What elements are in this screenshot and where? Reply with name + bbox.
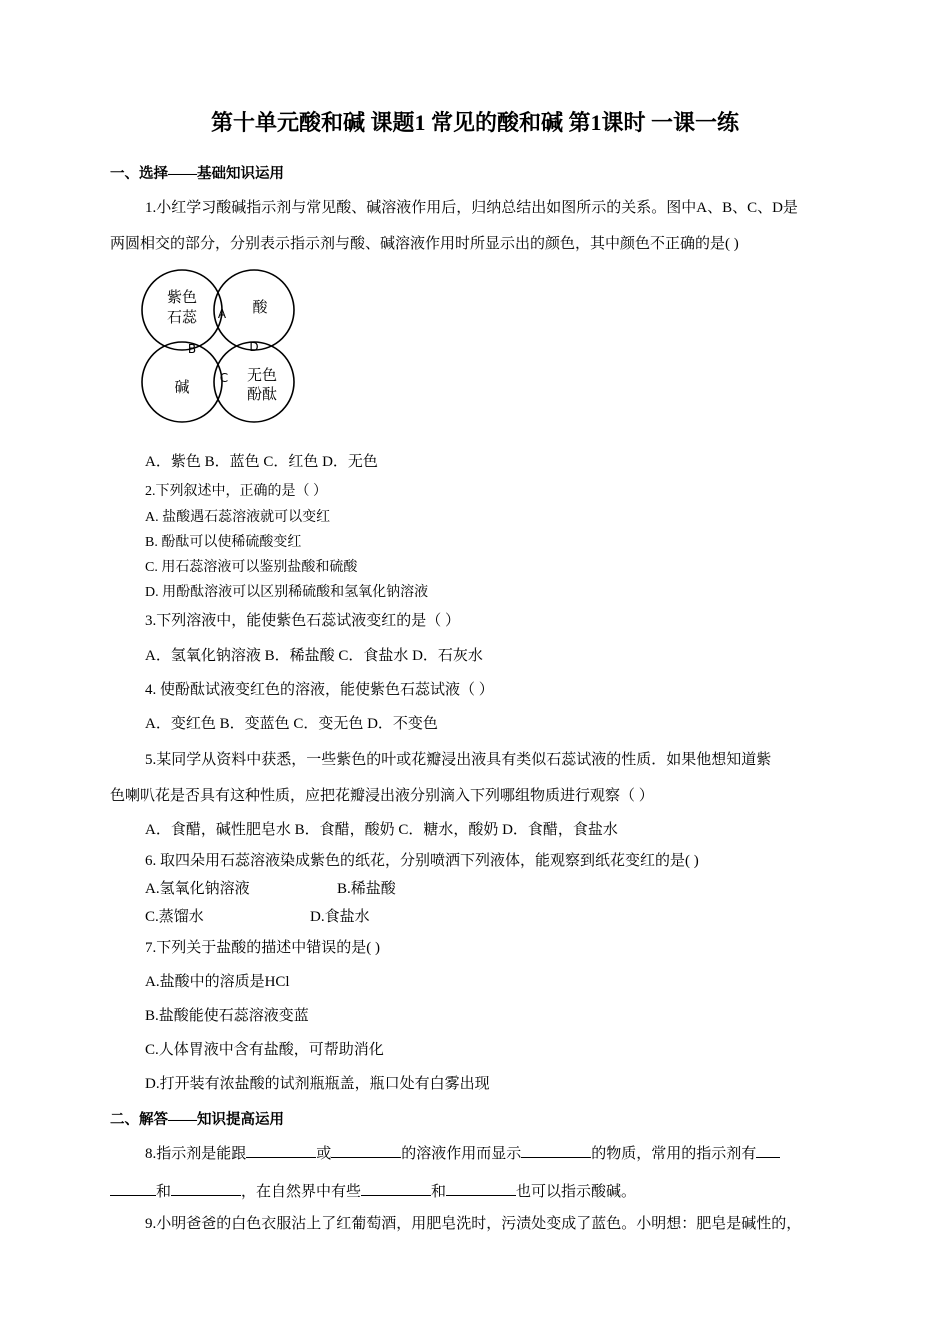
q6-option-d: D.食盐水 xyxy=(310,909,370,925)
region-d-label: D xyxy=(249,340,259,354)
q8-text-5: 和 xyxy=(156,1184,172,1200)
q8-text-7: 和 xyxy=(431,1184,447,1200)
phenolphthalein-label-line-2: 酚酞 xyxy=(246,385,278,403)
q1-options: A．紫色 B．蓝色 C．红色 D．无色 xyxy=(145,454,378,470)
q7-option-b: B.盐酸能使石蕊溶液变蓝 xyxy=(145,1008,309,1024)
q6-option-b: B.稀盐酸 xyxy=(337,881,396,897)
q6-option-a: A.氢氧化钠溶液 xyxy=(145,881,250,897)
q2-option-b: B. 酚酞可以使稀硫酸变红 xyxy=(145,535,302,550)
q2-option-d: D. 用酚酞溶液可以区别稀硫酸和氢氧化钠溶液 xyxy=(145,585,429,600)
page-title: 第十单元酸和碱 课题1 常见的酸和碱 第1课时 一课一练 xyxy=(210,110,739,135)
q9-line-1: 9.小明爸爸的白色衣服沾上了红葡萄酒，用肥皂洗时，污渍处变成了蓝色。小明想：肥皂是碱性的， xyxy=(145,1216,802,1232)
q7-stem: 7.下列关于盐酸的描述中错误的是( ) xyxy=(145,940,380,956)
q2-option-a: A. 盐酸遇石蕊溶液就可以变红 xyxy=(145,510,331,525)
litmus-label-line-1: 紫色 xyxy=(166,288,198,306)
region-c-label: C xyxy=(219,371,229,385)
section-heading-2: 二、解答——知识提高运用 xyxy=(110,1112,284,1128)
q8-blank-1[interactable] xyxy=(246,1142,316,1158)
q8-blank-7[interactable] xyxy=(446,1180,516,1196)
litmus-label-line-2: 石蕊 xyxy=(166,308,198,326)
q1-line-2: 两圆相交的部分，分别表示指示剂与酸、碱溶液作用时所显示出的颜色，其中颜色不正确的是( ) xyxy=(110,236,739,252)
q5-line-2: 色喇叭花是否具有这种性质，应把花瓣浸出液分别滴入下列哪组物质进行观察（ ） xyxy=(110,788,654,804)
q7-option-a: A.盐酸中的溶质是HCl xyxy=(145,974,290,990)
q4-stem: 4. 使酚酞试液变红色的溶液，能使紫色石蕊试液（ ） xyxy=(145,682,494,698)
acid-label: 酸 xyxy=(252,298,268,316)
q8-text-4: 的物质，常用的指示剂有 xyxy=(591,1146,757,1162)
q8-line-1 xyxy=(145,1142,780,1164)
q8-line-2 xyxy=(110,1180,636,1202)
q5-options: A．食醋，碱性肥皂水 B．食醋，酸奶 C．糖水，酸奶 D．食醋，食盐水 xyxy=(145,822,618,838)
q7-option-c: C.人体胃液中含有盐酸，可帮助消化 xyxy=(145,1042,384,1058)
q6-option-c: C.蒸馏水 xyxy=(145,909,204,925)
q8-text-1: 8.指示剂是能跟 xyxy=(145,1146,247,1162)
q1-line-1: 1.小红学习酸碱指示剂与常见酸、碱溶液作用后，归纳总结出如图所示的关系。图中A、B、C、D是 xyxy=(145,200,798,216)
q2-stem: 2.下列叙述中，正确的是（ ） xyxy=(145,484,327,499)
q8-blank-4a[interactable] xyxy=(756,1142,780,1158)
phenolphthalein-label-line-1: 无色 xyxy=(246,366,278,384)
base-label: 碱 xyxy=(174,378,190,396)
q8-blank-6[interactable] xyxy=(361,1180,431,1196)
q3-options: A．氢氧化钠溶液 B．稀盐酸 C．食盐水 D．石灰水 xyxy=(145,648,483,664)
q8-text-2: 或 xyxy=(316,1146,332,1162)
q5-line-1: 5.某同学从资料中获悉，一些紫色的叶或花瓣浸出液具有类似石蕊试液的性质．如果他想知道紫 xyxy=(145,752,772,768)
q8-text-8: 也可以指示酸碱。 xyxy=(516,1184,637,1200)
region-a-label: A xyxy=(217,307,227,321)
q8-text-3: 的溶液作用而显示 xyxy=(401,1146,522,1162)
q8-blank-2[interactable] xyxy=(331,1142,401,1158)
indicator-venn-diagram xyxy=(140,268,310,428)
section-heading-1: 一、选择——基础知识运用 xyxy=(110,166,284,182)
q8-text-6: ，在自然界中有些 xyxy=(241,1184,362,1200)
q8-blank-3[interactable] xyxy=(521,1142,591,1158)
q8-blank-5[interactable] xyxy=(171,1180,241,1196)
q3-stem: 3.下列溶液中，能使紫色石蕊试液变红的是（ ） xyxy=(145,613,461,629)
q8-blank-4b[interactable] xyxy=(110,1180,156,1196)
q4-options: A．变红色 B．变蓝色 C．变无色 D．不变色 xyxy=(145,716,438,732)
q2-option-c: C. 用石蕊溶液可以鉴别盐酸和硫酸 xyxy=(145,560,358,575)
q7-option-d: D.打开装有浓盐酸的试剂瓶瓶盖，瓶口处有白雾出现 xyxy=(145,1076,490,1092)
region-b-label: B xyxy=(187,342,197,356)
q6-stem: 6. 取四朵用石蕊溶液染成紫色的纸花，分别喷洒下列液体，能观察到纸花变红的是( ) xyxy=(145,853,699,869)
